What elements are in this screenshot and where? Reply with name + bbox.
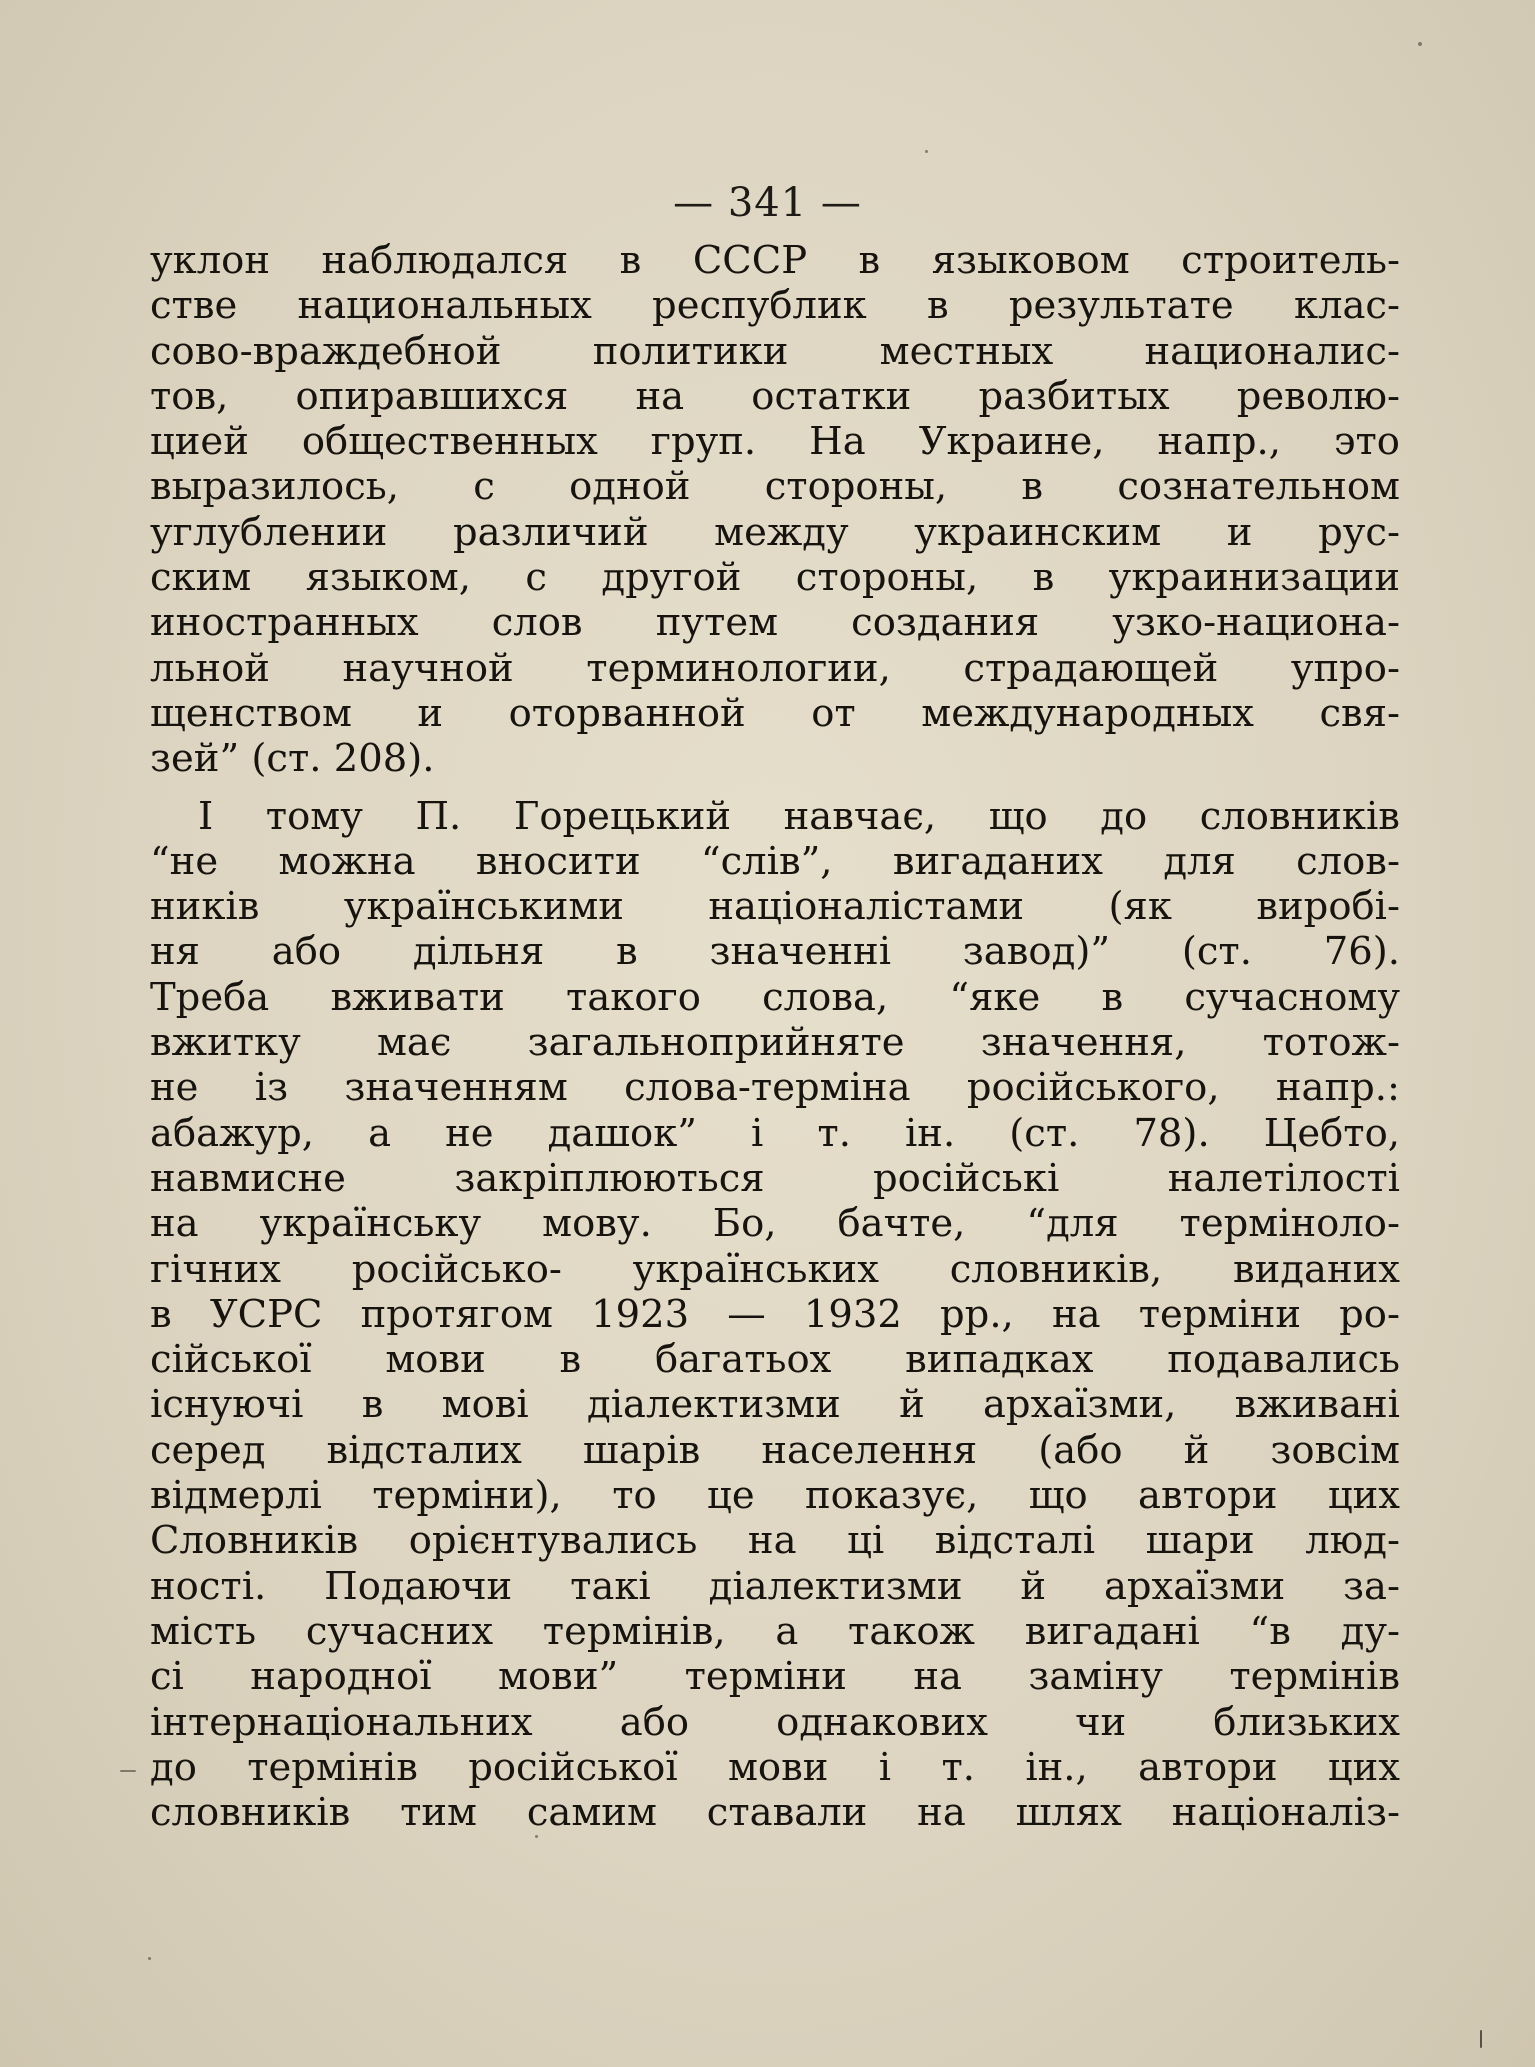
text-line: Треба вживати такого слова, “яке в сучасному bbox=[150, 974, 1400, 1020]
text-line: ників українськими націоналістами (як виробі- bbox=[150, 884, 1400, 930]
text-line: відмерлі терміни), то це показує, що автори цих bbox=[150, 1473, 1400, 1519]
text-line: сі народної мови” терміни на заміну термінів bbox=[150, 1654, 1400, 1700]
text-line: на українську мову. Бо, бачте, “для терміноло- bbox=[150, 1201, 1400, 1247]
text-line: “не можна вносити “слів”, вигаданих для слов- bbox=[150, 838, 1400, 884]
paper-speck bbox=[1480, 2030, 1482, 2048]
text-line: ня або дільня в значенні завод)” (ст. 76). bbox=[150, 929, 1400, 975]
text-line: ності. Подаючи такі діалектизми й архаїзми за- bbox=[150, 1563, 1400, 1609]
text-line: інтернаціональних або однакових чи близьких bbox=[150, 1699, 1400, 1745]
text-line: щенством и оторванной от международных свя- bbox=[150, 690, 1400, 736]
text-line: Словників орієнтувались на ці відсталі шари люд- bbox=[150, 1518, 1400, 1564]
text-line: льной научной терминологии, страдающей упро- bbox=[150, 645, 1400, 691]
paper-speck bbox=[148, 1957, 151, 1960]
paper-speck bbox=[1418, 42, 1422, 46]
paper-speck bbox=[535, 1835, 538, 1838]
text-line: І тому П. Горецький навчає, що до словників bbox=[198, 793, 1400, 839]
text-line: навмисне закріплюються російські налетілості bbox=[150, 1155, 1400, 1201]
paragraph-1 bbox=[150, 238, 1400, 782]
text-line: выразилось, с одной стороны, в сознательном bbox=[150, 464, 1400, 510]
text-line: існуючі в мові діалектизми й архаїзми, вживані bbox=[150, 1382, 1400, 1428]
text-line: гічних російсько- українських словників, виданих bbox=[150, 1246, 1400, 1292]
paper-speck bbox=[120, 1770, 136, 1772]
text-line: словників тим самим ставали на шлях націоналіз- bbox=[150, 1790, 1400, 1836]
text-line: серед відсталих шарів населення (або й зовсім bbox=[150, 1427, 1400, 1473]
text-line: тов, опиравшихся на остатки разбитых револю- bbox=[150, 373, 1400, 419]
text-line: до термінів російської мови і т. ін., автори цих bbox=[150, 1744, 1400, 1790]
text-line: углублении различий между украинским и рус- bbox=[150, 509, 1400, 555]
text-line: уклон наблюдался в СССР в языковом строитель- bbox=[150, 238, 1400, 283]
text-line: цией общественных груп. На Украине, напр., это bbox=[150, 419, 1400, 465]
text-line: сово-враждебной политики местных националис- bbox=[150, 328, 1400, 374]
text-line: зей” (ст. 208). bbox=[150, 736, 435, 782]
body-text bbox=[150, 238, 1400, 1835]
text-line: ским языком, с другой стороны, в украинизации bbox=[150, 555, 1400, 601]
text-line: иностранных слов путем создания узко-национа- bbox=[150, 600, 1400, 646]
text-line: не із значенням слова-терміна російського, напр.: bbox=[150, 1065, 1400, 1111]
text-line: сійської мови в багатьох випадках подавались bbox=[150, 1337, 1400, 1383]
text-line: в УСРС протягом 1923 — 1932 рр., на терміни ро- bbox=[150, 1291, 1400, 1337]
paragraph-gap bbox=[150, 782, 1400, 794]
text-line: мість сучасних термінів, а також вигадані “в ду- bbox=[150, 1608, 1400, 1654]
page-number: — 341 — bbox=[673, 180, 862, 226]
text-line: вжитку має загальноприйняте значення, тотож- bbox=[150, 1020, 1400, 1066]
paper-speck bbox=[925, 150, 928, 153]
text-line: абажур, а не дашок” і т. ін. (ст. 78). Цебто, bbox=[150, 1110, 1400, 1156]
text-line: стве национальных республик в результате клас- bbox=[150, 283, 1400, 329]
paragraph-2 bbox=[150, 794, 1400, 1836]
